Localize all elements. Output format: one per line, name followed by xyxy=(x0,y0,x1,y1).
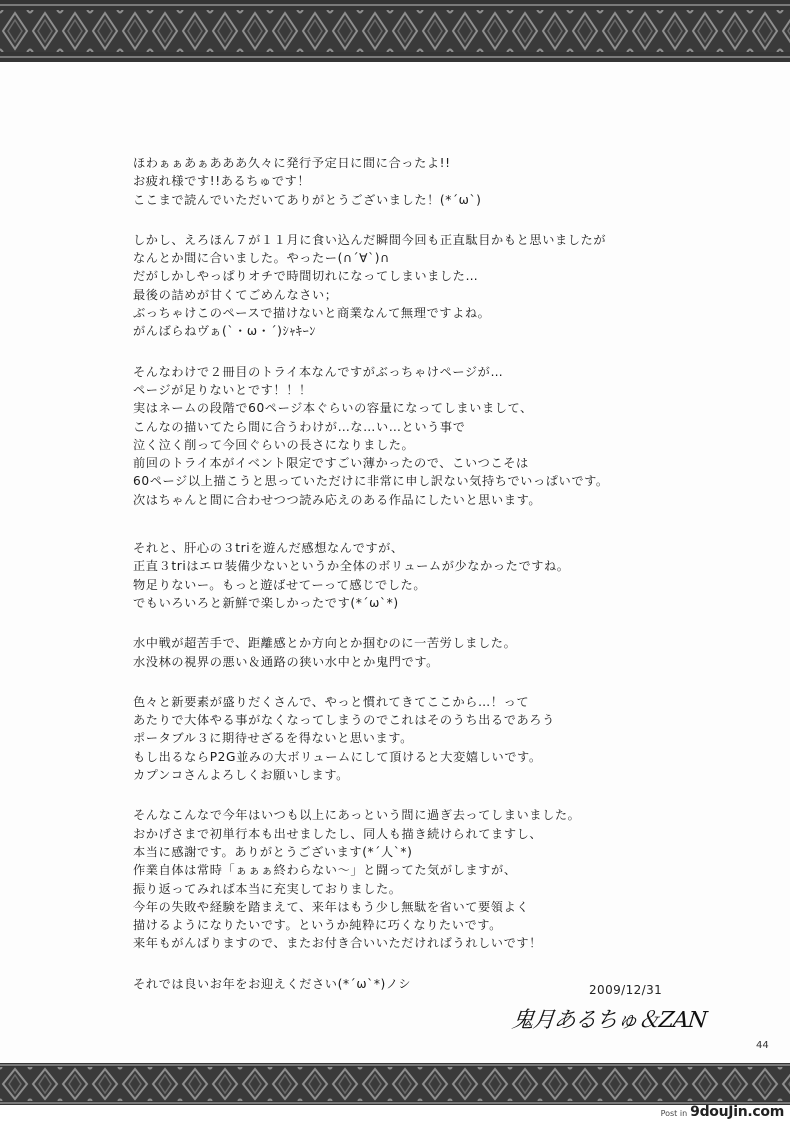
top-band-pattern xyxy=(0,0,790,62)
text-line: 実はネームの段階で60ページ本ぐらいの容量になってしまいまして、 xyxy=(133,401,533,416)
top-decorative-band xyxy=(0,0,790,62)
author-signature: 鬼月あるちゅ＆ZAN xyxy=(510,1008,708,1033)
page-number: 44 xyxy=(756,1040,769,1051)
text-line: 来年もがんばりますので、またお付き合いいただければうれしいです！ xyxy=(133,936,542,951)
bottom-band-pattern xyxy=(0,1063,790,1105)
text-line: 前回のトライ本がイベント限定ですごい薄かったので、こいつこそは xyxy=(133,456,529,471)
paragraph-page-count xyxy=(133,363,673,509)
text-line: 泣く泣く削って今回ぐらいの長さになりました。 xyxy=(133,437,415,452)
text-line: それでは良いお年をお迎えください(*´ω`*)ノシ xyxy=(133,976,411,991)
text-line: がんばらねヴぁ(`・ω・´)ｼｬｷｰﾝ xyxy=(133,324,316,339)
bottom-decorative-band xyxy=(0,1063,790,1105)
text-line: 色々と新要素が盛りだくさんで、やっと慣れてきてここから…！って xyxy=(133,694,530,709)
text-line: 本当に感謝です。ありがとうございます(*´人`*) xyxy=(133,844,413,859)
text-line: 正直３triはエロ装備少ないというか全体のボリュームが少なかったですね。 xyxy=(133,559,570,574)
text-line: 作業自体は常時「ぁぁぁ終わらない～」と闘ってた気がしますが、 xyxy=(133,863,517,878)
text-line: 最後の詰めが甘くてごめんなさい； xyxy=(133,287,338,302)
text-line: こんなの描いてたら間に合うわけが…な…い…という事で xyxy=(133,419,466,434)
text-line: お疲れ様です!!あるちゅです！ xyxy=(133,174,311,189)
paragraph-underwater xyxy=(133,634,673,671)
text-line: もし出るならP2G並みの大ボリュームにして頂けると大変嬉しいです。 xyxy=(133,749,542,764)
date-stamp: 2009/12/31 xyxy=(589,983,663,997)
text-line: あたりで大体やる事がなくなってしまうのでこれはそのうち出るであろう xyxy=(133,713,555,728)
text-line: ここまで読んでいただいてありがとうございました！(*´ω`) xyxy=(133,192,482,207)
paragraph-greeting xyxy=(133,154,673,209)
watermark-site: 9douJin.com xyxy=(690,1104,784,1120)
text-line: 物足りないー。もっと遊ばせてーって感じでした。 xyxy=(133,577,427,592)
text-line: それと、肝心の３triを遊んだ感想なんですが、 xyxy=(133,541,404,556)
paragraph-portable xyxy=(133,693,673,784)
watermark-prefix: Post in xyxy=(660,1109,688,1118)
text-line: カプンコさんよろしくお願いします。 xyxy=(133,768,349,783)
text-line: 描けるようになりたいです。というか純粋に巧くなりたいです。 xyxy=(133,918,502,933)
text-line: 振り返ってみれば本当に充実しておりました。 xyxy=(133,881,402,896)
text-line: そんなわけで２冊目のトライ本なんですがぶっちゃけページが… xyxy=(133,364,504,379)
text-line: ポータブル３に期待せざるを得ないと思います。 xyxy=(133,731,413,746)
text-line: おかげさまで初単行本も出せましたし、同人も描き続けられてますし、 xyxy=(133,826,543,841)
text-line: 今年の失敗や経験を踏まえて、来年はもう少し無駄を省いて要領よく xyxy=(133,899,530,914)
text-line: 次はちゃんと間に合わせつつ読み応えのある作品にしたいと思います。 xyxy=(133,492,542,507)
text-line: でもいろいろと新鮮で楽しかったです(*´ω`*) xyxy=(133,595,399,610)
site-watermark xyxy=(661,1104,784,1124)
text-line: ほわぁぁあぁあああ久々に発行予定日に間に合ったよ!! xyxy=(133,156,451,170)
text-line: そんなこんなで今年はいつも以上にあっという間に過ぎ去ってしまいました。 xyxy=(133,808,581,823)
paragraph-year-review xyxy=(133,806,673,952)
text-line: 60ページ以上描こうと思っていただけに非常に申し訳ない気持ちでいっぱいです。 xyxy=(133,474,609,489)
text-line: しかし、えろほん７が１１月に食い込んだ瞬間今回も正直駄目かもと思いましたが xyxy=(133,232,607,247)
text-line: ぶっちゃけこのペースで描けないと商業なんて無理ですよね。 xyxy=(133,306,491,321)
text-line: ページが足りないとです！！！ xyxy=(133,382,312,397)
afterword-text xyxy=(133,154,673,1015)
text-line: 水中戦が超苦手で、距離感とか方向とか掴むのに一苦労しました。 xyxy=(133,636,517,651)
paragraph-deadline xyxy=(133,231,673,341)
paragraph-game-impressions xyxy=(133,539,673,612)
text-line: だがしかしやっぱりオチで時間切れになってしまいました… xyxy=(133,269,479,284)
text-line: 水没林の視界の悪い＆通路の狭い水中とか鬼門です。 xyxy=(133,654,439,669)
text-line: なんとか間に合いました。やったー(∩´∀`)∩ xyxy=(133,251,390,266)
